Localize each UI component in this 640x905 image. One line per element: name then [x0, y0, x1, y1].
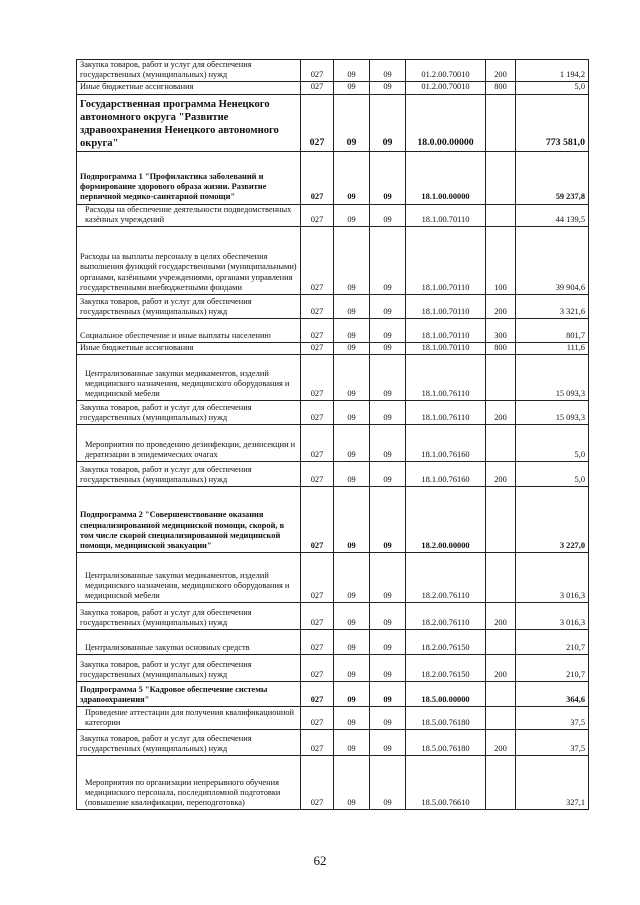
row-name: Иные бюджетные ассигнования: [77, 343, 301, 355]
row-name: Расходы на обеспечение деятельности подведомственных казённых учреждений: [77, 204, 301, 226]
section-code: 09: [334, 319, 370, 343]
ministry-code: 027: [301, 425, 334, 462]
section-code: 09: [334, 355, 370, 401]
amount: 37,5: [516, 707, 589, 730]
table-row: [77, 655, 589, 682]
target-code: 01.2.00.70010: [406, 82, 486, 94]
row-name: Мероприятия по проведению дезинфекции, дезинсекции и дератизации в эпидемических очагах: [77, 425, 301, 462]
table-row: [77, 60, 589, 82]
ministry-code: 027: [301, 355, 334, 401]
expense-type: 800: [486, 343, 516, 355]
row-name: Проведение аттестации для получения квалификационной категории: [77, 707, 301, 730]
target-code: 18.1.00.70110: [406, 343, 486, 355]
subsection-code: 09: [370, 682, 406, 707]
table-row: [77, 756, 589, 810]
subsection-code: 09: [370, 319, 406, 343]
amount: 5,0: [516, 82, 589, 94]
row-name: Закупка товаров, работ и услуг для обеспечения государственных (муниципальных) нужд: [77, 401, 301, 425]
table-row: [77, 343, 589, 355]
section-code: 09: [334, 227, 370, 295]
subsection-code: 09: [370, 462, 406, 487]
expense-type: 200: [486, 401, 516, 425]
table-row: [77, 553, 589, 603]
subprogram-row: [77, 487, 589, 553]
ministry-code: 027: [301, 227, 334, 295]
expense-type: 200: [486, 730, 516, 756]
section-code: 09: [334, 655, 370, 682]
amount: 1 194,2: [516, 60, 589, 82]
subsection-code: 09: [370, 655, 406, 682]
table-row: [77, 425, 589, 462]
expense-type: 200: [486, 60, 516, 82]
expense-type: [486, 94, 516, 151]
expense-type: 200: [486, 655, 516, 682]
section-code: 09: [334, 730, 370, 756]
target-code: 18.1.00.00000: [406, 151, 486, 204]
section-code: 09: [334, 343, 370, 355]
ministry-code: 027: [301, 319, 334, 343]
amount: 801,7: [516, 319, 589, 343]
ministry-code: 027: [301, 295, 334, 319]
subsection-code: 09: [370, 204, 406, 226]
row-name: Централизованные закупки медикаментов, изделий медицинского назначения, медицинского оборудования и медицинской мебели: [77, 355, 301, 401]
section-code: 09: [334, 204, 370, 226]
target-code: 18.1.00.76160: [406, 425, 486, 462]
ministry-code: 027: [301, 401, 334, 425]
subsection-code: 09: [370, 94, 406, 151]
section-code: 09: [334, 151, 370, 204]
budget-table: [76, 59, 589, 810]
row-name: Централизованные закупки медикаментов, изделий медицинского назначения, медицинского оборудования и медицинской мебели: [77, 553, 301, 603]
target-code: 18.2.00.76150: [406, 630, 486, 655]
amount: 3 227,0: [516, 487, 589, 553]
subprogram-title: Подпрограмма 5 "Кадровое обеспечение системы здравоохранения": [77, 682, 301, 707]
row-name: Закупка товаров, работ и услуг для обеспечения государственных (муниципальных) нужд: [77, 60, 301, 82]
target-code: 18.1.00.70110: [406, 295, 486, 319]
row-name: Расходы на выплаты персоналу в целях обеспечения выполнения функций государственными (муниципальными) органами, казёнными учреждениями, органами управления государственными внебюджетными фондами: [77, 227, 301, 295]
row-name: Закупка товаров, работ и услуг для обеспечения государственных (муниципальных) нужд: [77, 295, 301, 319]
expense-type: [486, 487, 516, 553]
table-row: [77, 355, 589, 401]
subprogram-row: [77, 682, 589, 707]
target-code: 18.1.00.76160: [406, 462, 486, 487]
ministry-code: 027: [301, 151, 334, 204]
subsection-code: 09: [370, 60, 406, 82]
ministry-code: 027: [301, 730, 334, 756]
target-code: 01.2.00.70010: [406, 60, 486, 82]
expense-type: [486, 355, 516, 401]
row-name: Закупка товаров, работ и услуг для обеспечения государственных (муниципальных) нужд: [77, 655, 301, 682]
target-code: 18.1.00.76110: [406, 401, 486, 425]
target-code: 18.2.00.76110: [406, 553, 486, 603]
amount: 44 139,5: [516, 204, 589, 226]
ministry-code: 027: [301, 462, 334, 487]
amount: 5,0: [516, 425, 589, 462]
section-code: 09: [334, 425, 370, 462]
subsection-code: 09: [370, 730, 406, 756]
expense-type: [486, 425, 516, 462]
subsection-code: 09: [370, 82, 406, 94]
amount: 3 016,3: [516, 603, 589, 630]
ministry-code: 027: [301, 707, 334, 730]
target-code: 18.1.00.70110: [406, 204, 486, 226]
section-code: 09: [334, 60, 370, 82]
row-name: Закупка товаров, работ и услуг для обеспечения государственных (муниципальных) нужд: [77, 462, 301, 487]
expense-type: 300: [486, 319, 516, 343]
amount: 5,0: [516, 462, 589, 487]
amount: 59 237,8: [516, 151, 589, 204]
row-name: Социальное обеспечение и иные выплаты населению: [77, 319, 301, 343]
ministry-code: 027: [301, 82, 334, 94]
subsection-code: 09: [370, 553, 406, 603]
expense-type: [486, 553, 516, 603]
target-code: 18.2.00.76150: [406, 655, 486, 682]
table-row: [77, 603, 589, 630]
expense-type: [486, 756, 516, 810]
amount: 3 016,3: [516, 553, 589, 603]
subsection-code: 09: [370, 707, 406, 730]
section-code: 09: [334, 630, 370, 655]
subsection-code: 09: [370, 343, 406, 355]
budget-table-container: [76, 59, 588, 810]
row-name: Иные бюджетные ассигнования: [77, 82, 301, 94]
amount: 364,6: [516, 682, 589, 707]
expense-type: [486, 151, 516, 204]
amount: 210,7: [516, 630, 589, 655]
amount: 773 581,0: [516, 94, 589, 151]
expense-type: [486, 204, 516, 226]
amount: 327,1: [516, 756, 589, 810]
expense-type: [486, 707, 516, 730]
ministry-code: 027: [301, 682, 334, 707]
amount: 111,6: [516, 343, 589, 355]
amount: 15 093,3: [516, 401, 589, 425]
target-code: 18.2.00.76110: [406, 603, 486, 630]
ministry-code: 027: [301, 603, 334, 630]
subsection-code: 09: [370, 151, 406, 204]
ministry-code: 027: [301, 630, 334, 655]
expense-type: 200: [486, 462, 516, 487]
section-code: 09: [334, 295, 370, 319]
table-row: [77, 707, 589, 730]
amount: 37,5: [516, 730, 589, 756]
target-code: 18.5.00.76180: [406, 707, 486, 730]
row-name: Закупка товаров, работ и услуг для обеспечения государственных (муниципальных) нужд: [77, 603, 301, 630]
ministry-code: 027: [301, 487, 334, 553]
ministry-code: 027: [301, 204, 334, 226]
row-name: Закупка товаров, работ и услуг для обеспечения государственных (муниципальных) нужд: [77, 730, 301, 756]
table-row: [77, 730, 589, 756]
section-code: 09: [334, 82, 370, 94]
target-code: 18.1.00.70110: [406, 319, 486, 343]
section-code: 09: [334, 487, 370, 553]
expense-type: 200: [486, 603, 516, 630]
page-number: 62: [313, 853, 327, 868]
section-code: 09: [334, 707, 370, 730]
subprogram-title: Подпрограмма 1 "Профилактика заболеваний и формирование здорового образа жизни. Развитие первичной медико-санитарной помощи": [77, 151, 301, 204]
section-code: 09: [334, 94, 370, 151]
expense-type: [486, 682, 516, 707]
subsection-code: 09: [370, 355, 406, 401]
program-title: Государственная программа Ненецкого автономного округа "Развитие здравоохранения Ненецкого автономного округа": [77, 94, 301, 151]
subsection-code: 09: [370, 295, 406, 319]
target-code: 18.5.00.76610: [406, 756, 486, 810]
subsection-code: 09: [370, 603, 406, 630]
row-name: Мероприятия по организации непрерывного обучения медицинского персонала, последипломной подготовки (повышение квалификации, переподготовка): [77, 756, 301, 810]
ministry-code: 027: [301, 343, 334, 355]
target-code: 18.2.00.00000: [406, 487, 486, 553]
program-row: [77, 94, 589, 151]
section-code: 09: [334, 756, 370, 810]
target-code: 18.5.00.76180: [406, 730, 486, 756]
target-code: 18.1.00.70110: [406, 227, 486, 295]
ministry-code: 027: [301, 655, 334, 682]
table-row: [77, 227, 589, 295]
subprogram-title: Подпрограмма 2 "Совершенствование оказания специализированной медицинской помощи, скорой, в том числе скорой специализированной медицинской помощи, медицинской эвакуации": [77, 487, 301, 553]
subsection-code: 09: [370, 630, 406, 655]
table-row: [77, 82, 589, 94]
ministry-code: 027: [301, 94, 334, 151]
ministry-code: 027: [301, 553, 334, 603]
expense-type: [486, 630, 516, 655]
amount: 39 904,6: [516, 227, 589, 295]
section-code: 09: [334, 553, 370, 603]
ministry-code: 027: [301, 756, 334, 810]
expense-type: 200: [486, 295, 516, 319]
section-code: 09: [334, 603, 370, 630]
subsection-code: 09: [370, 487, 406, 553]
section-code: 09: [334, 682, 370, 707]
target-code: 18.5.00.00000: [406, 682, 486, 707]
table-row: [77, 319, 589, 343]
amount: 15 093,3: [516, 355, 589, 401]
table-row: [77, 630, 589, 655]
table-row: [77, 401, 589, 425]
section-code: 09: [334, 401, 370, 425]
section-code: 09: [334, 462, 370, 487]
row-name: Централизованные закупки основных средств: [77, 630, 301, 655]
table-row: [77, 204, 589, 226]
subsection-code: 09: [370, 756, 406, 810]
subsection-code: 09: [370, 425, 406, 462]
amount: 210,7: [516, 655, 589, 682]
expense-type: 800: [486, 82, 516, 94]
table-row: [77, 295, 589, 319]
subsection-code: 09: [370, 401, 406, 425]
table-row: [77, 462, 589, 487]
expense-type: 100: [486, 227, 516, 295]
target-code: 18.0.00.00000: [406, 94, 486, 151]
subprogram-row: [77, 151, 589, 204]
amount: 3 321,6: [516, 295, 589, 319]
ministry-code: 027: [301, 60, 334, 82]
subsection-code: 09: [370, 227, 406, 295]
target-code: 18.1.00.76110: [406, 355, 486, 401]
